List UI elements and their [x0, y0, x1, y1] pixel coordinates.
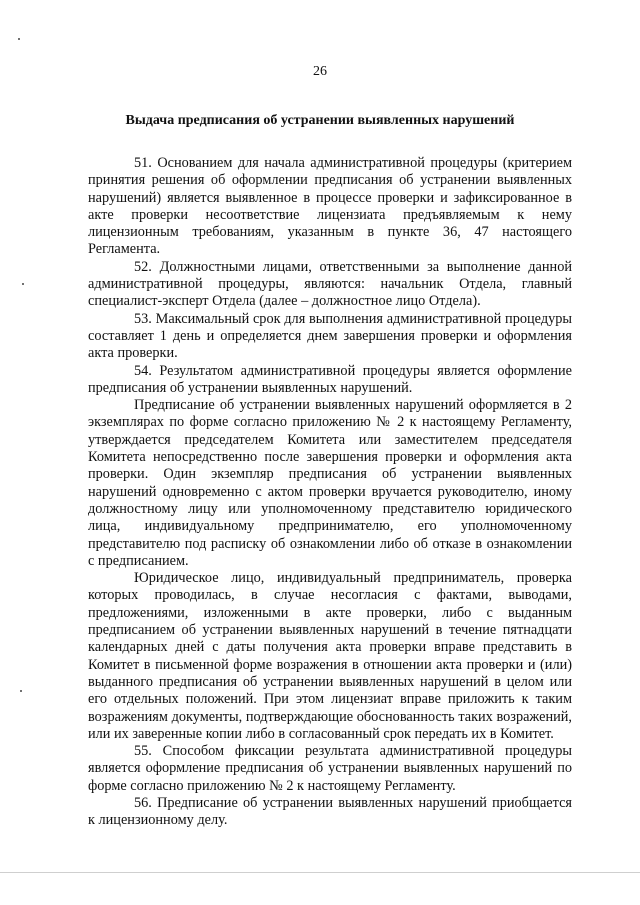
paragraph-52: 52. Должностными лицами, ответственными за выполнение данной административной процедуры, являются: начальник Отдела, главный специалист-эксперт Отдела (далее – должностное лицо Отдела). [88, 258, 572, 310]
page-number: 26 [313, 64, 327, 79]
paragraph-51: 51. Основанием для начала административной процедуры (критерием принятия решения об оформлении предписания об устранении выявленных нарушений) является выявленное в процессе проверки и зафиксированное в акте проверки несоответствие лицензиата предъявляемым к нему лицензионным требованиям, указанным в пункте 36, 47 настоящего Регламента. [88, 155, 572, 258]
bottom-scan-edge [0, 872, 640, 873]
paragraph-54: 54. Результатом административной процедуры является оформление предписания об устранении выявленных нарушений. [88, 362, 572, 396]
section-heading: Выдача предписания об устранении выявленных нарушений [125, 113, 515, 128]
paragraph-53: 53. Максимальный срок для выполнения административной процедуры составляет 1 день и определяется днем завершения проверки и оформления акта проверки. [88, 310, 572, 362]
paragraph-54-objection: Юридическое лицо, индивидуальный предприниматель, проверка которых проводилась, в случае несогласия с фактами, выводами, предложениями, изложенными в акте проверки, либо с выданным предписанием об устранении выявленных нарушений в течение пятнадцати календарных дней с даты получения акта проверки вправе представить в Комитет в письменной форме возражения в отношении акта проверки и (или) выданного предписания об устранении выявленных нарушений в целом или его отдельных положений. При этом лицензиат вправе приложить к таким возражениям документы, подтверждающие обоснованность таких возражений, или их заверенные копии либо в согласованный срок передать их в Комитет. [88, 570, 572, 742]
scan-speck [18, 38, 20, 40]
document-body [88, 155, 572, 830]
scan-speck [22, 283, 24, 285]
paragraph-55: 55. Способом фиксации результата административной процедуры является оформление предписания об устранении выявленных нарушений по форме согласно приложению № 2 к настоящему Регламенту. [88, 743, 572, 794]
paragraph-56: 56. Предписание об устранении выявленных нарушений приобщается к лицензионному делу. [88, 794, 572, 829]
scan-speck [20, 690, 22, 692]
paragraph-54-prescription: Предписание об устранении выявленных нарушений оформляется в 2 экземплярах по форме согласно приложению № 2 к настоящему Регламенту, утверждается председателем Комитета или заместителем председателя Комитета непосредственно после завершения проверки и оформления акта проверки. Один экземпляр предписания об устранении выявленных нарушений одновременно с актом проверки вручается руководителю, иному должностному лицу или уполномоченному представителю юридического лица, индивидуальному предпринимателю, его уполномоченному представителю под расписку об ознакомлении либо об отказе в ознакомлении с предписанием. [88, 397, 572, 569]
